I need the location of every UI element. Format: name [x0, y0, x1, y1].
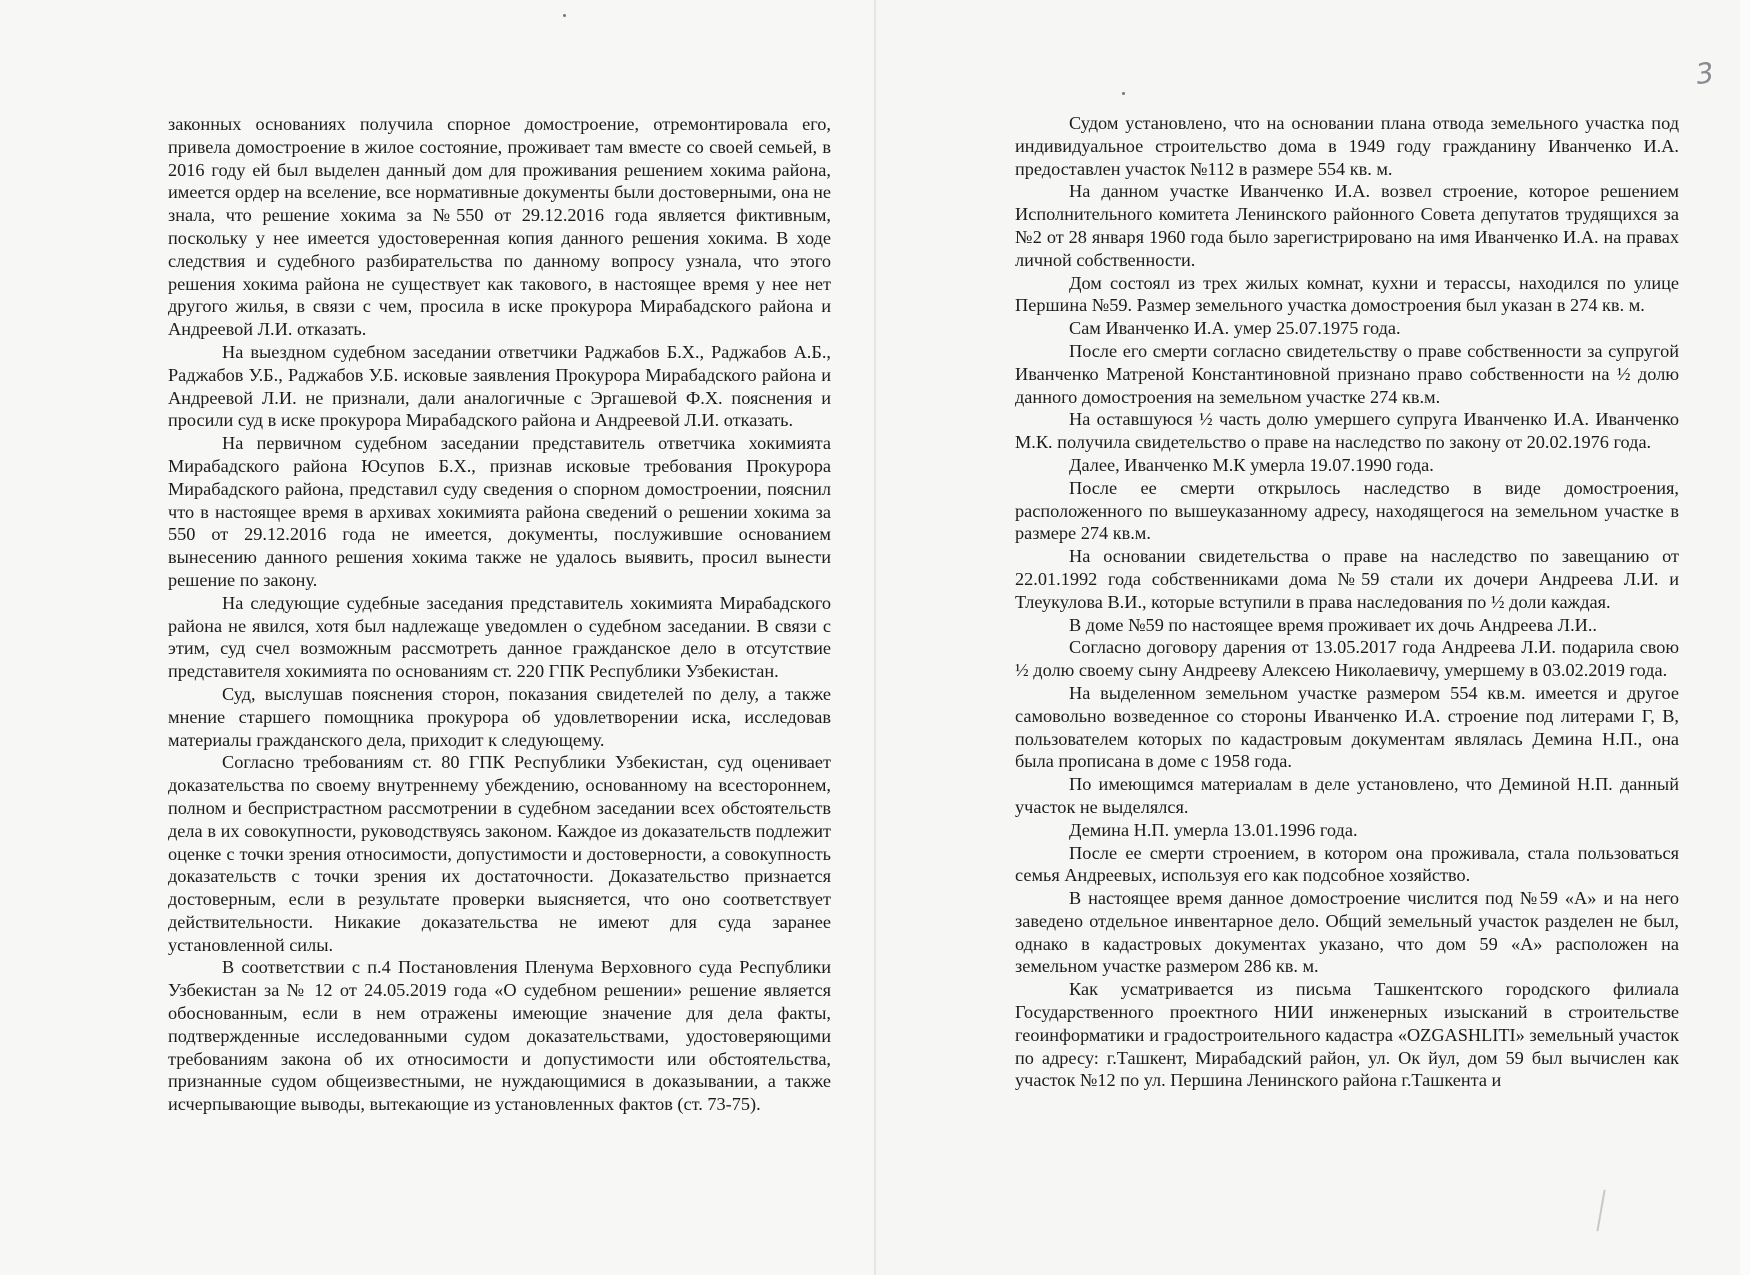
- paragraph: По имеющимся материалам в деле установлено, что Деминой Н.П. данный участок не выделялся.: [1015, 774, 1679, 817]
- paragraph: Согласно договору дарения от 13.05.2017 года Андреева Л.И. подарила свою ½ долю своему сыну Андрееву Алексею Николаевичу, умершему в 03.02.2019 года.: [1015, 637, 1679, 681]
- paragraph: Согласно требованиям ст. 80 ГПК Республики Узбекистан, суд оценивает доказательства по своему внутреннему убеждению, основанному на всестороннем, полном и беспристрастном рассмотрении в судебном заседании всех обстоятельств дела в их совокупности, руководствуясь законом. Каждое из доказательств подлежит оценке с точки зрения относимости, допустимости и достоверности, а совокупность доказательств с точки зрения их достаточности. Доказательство признается достоверным, если в результате проверки выясняется, что оно соответствует действительности. Никакие доказательства не имеют для суда заранее установленной силы.: [168, 752, 831, 955]
- paragraph: В соответствии с п.4 Постановления Пленума Верховного суда Республики Узбекистан за № 12 от 24.05.2019 года «О судебном решении» решение является обоснованным, если в нем отражены имеющие значение для дела факты, подтвержденные исследованными судом доказательствами, удостоверяющими требованиям закона об их относимости и допустимости или обстоятельства, признанные судом общеизвестными, не нуждающимися в доказывании, а также исчерпывающие выводы, вытекающие из установленных фактов (ст. 73-75).: [168, 957, 831, 1115]
- right-text-column: [1015, 112, 1679, 1092]
- paragraph: Суд, выслушав пояснения сторон, показания свидетелей по делу, а также мнение старшего помощника прокурора об удовлетворении иска, исследовав материалы гражданского дела, приходит к следующему.: [168, 683, 831, 750]
- paragraph: После его смерти согласно свидетельству о праве собственности за супругой Иванченко Матреной Константиновной признано право собственности на ½ долю данного домостроения на земельном участке 274 кв.м.: [1015, 340, 1679, 407]
- page-edge: [1740, 0, 1750, 1275]
- paragraph: На основании свидетельства о праве на наследство по завещанию от 22.01.1992 года собственниками дома №59 стали их дочери Андреева Л.И. и Тлеукулова В.И., которые вступили в права наследования по ½ доли каждая.: [1015, 546, 1679, 612]
- paragraph: В настоящее время данное домостроение числится под №59 «А» и на него заведено отдельное инвентарное дело. Общий земельный участок разделен не был, однако в кадастровых документах указано, что дом 59 «А» расположен на земельном участке размером 286 кв. м.: [1015, 888, 1679, 977]
- scan-speck: [563, 14, 566, 17]
- paragraph: На следующие судебные заседания представитель хокимията Мирабадского района не явился, хотя был надлежаще уведомлен о судебном заседании. В связи с этим, суд счел возможным рассмотреть данное гражданское дело в отсутствие представителя хокимията по основаниям ст. 220 ГПК Республики Узбекистан.: [168, 592, 831, 682]
- paragraph: Судом установлено, что на основании плана отвода земельного участка под индивидуальное строительство дома в 1949 году гражданину Иванченко И.А. предоставлен участок №112 в размере 554 кв. м.: [1015, 113, 1679, 179]
- paragraph: В доме №59 по настоящее время проживает их дочь Андреева Л.И..: [1069, 614, 1597, 635]
- paragraph: Сам Иванченко И.А. умер 25.07.1975 года.: [1069, 318, 1401, 339]
- handwritten-page-number: 3: [1693, 55, 1717, 92]
- paragraph: На оставшуюся ½ часть долю умершего супруга Иванченко И.А. Иванченко М.К. получила свидетельство о праве на наследство по закону от 20.02.1976 года.: [1015, 409, 1679, 453]
- scan-speck: [1122, 92, 1125, 95]
- paragraph: Демина Н.П. умерла 13.01.1996 года.: [1069, 819, 1358, 840]
- left-text-column: [168, 113, 831, 1116]
- paragraph: законных основаниях получила спорное домостроение, отремонтировала его, привела домостроение в жилое состояние, проживает там вместе со своей семьей, в 2016 году ей был выделен данный дом для проживания решением хокима района, имеется ордер на вселение, все нормативные документы были достоверными, она не знала, что решение хокима за №550 от 29.12.2016 года является фиктивным, поскольку у нее имеется удостоверенная копия данного решения хокима. В ходе следствия и судебного разбирательства по данному вопросу узнала, что этого решения хокима района не существует как такового, в настоящее время у нее нет другого жилья, в связи с чем, просила в иске прокурора Мирабадского района и Андреевой Л.И. отказать.: [168, 114, 831, 340]
- paragraph: На выездном судебном заседании ответчики Раджабов Б.Х., Раджабов А.Б., Раджабов У.Б., Раджабов У.Б. исковые заявления Прокурора Мирабадского района и Андреевой Л.И. не признали, дали аналогичные с Эргашевой Ф.Х. пояснения и просили суд в иске прокурора Мирабадского района и Андреевой Л.И. отказать.: [168, 341, 831, 431]
- paragraph: На выделенном земельном участке размером 554 кв.м. имеется и другое самовольно возведенное со стороны Иванченко И.А. строение под литерами Г, В, пользователем которых по кадастровым документам являлась Демина Н.П., она была прописана в доме с 1958 года.: [1015, 682, 1679, 772]
- paragraph: Дом состоял из трех жилых комнат, кухни и терассы, находился по улице Першина №59. Размер земельного участка домостроения был указан в 274 кв. м.: [1015, 272, 1679, 316]
- paragraph: После ее смерти строением, в котором она проживала, стала пользоваться семья Андреевых, используя его как подсобное хозяйство.: [1015, 842, 1679, 886]
- paragraph: Как усматривается из письма Ташкентского городского филиала Государственного проектного НИИ инженерных изысканий в строительстве геоинформатики и градостроительного кадастра «OZGASHLITI» земельный участок по адресу: г.Ташкент, Мирабадский район, ул. Ок йул, дом 59 был вычислен как участок №12 по ул. Першина Ленинского района г.Ташкента и: [1015, 979, 1679, 1091]
- paragraph: Далее, Иванченко М.К умерла 19.07.1990 года.: [1069, 454, 1434, 475]
- paragraph: После ее смерти открылось наследство в виде домостроения, расположенного по вышеуказанному адресу, находящегося на земельном участке в размере 274 кв.м.: [1015, 477, 1679, 544]
- paragraph: На данном участке Иванченко И.А. возвел строение, которое решением Исполнительного комитета Ленинского районного Совета депутатов трудящихся за №2 от 28 января 1960 года было зарегистрировано на имя Иванченко И.А. на правах личной собственности.: [1015, 181, 1679, 270]
- paragraph: На первичном судебном заседании представитель ответчика хокимията Мирабадского района Юсупов Б.Х., признав исковые требования Прокурора Мирабадского района, представил суду сведения о спорном домостроении, пояснил что в настоящее время в архивах хокимията района сведений о решении хокима за 550 от 29.12.2016 года не имеется, документы, послужившие основанием вынесению данного решения хокима также не удалось выявить, просил вынести решение по закону.: [168, 433, 831, 590]
